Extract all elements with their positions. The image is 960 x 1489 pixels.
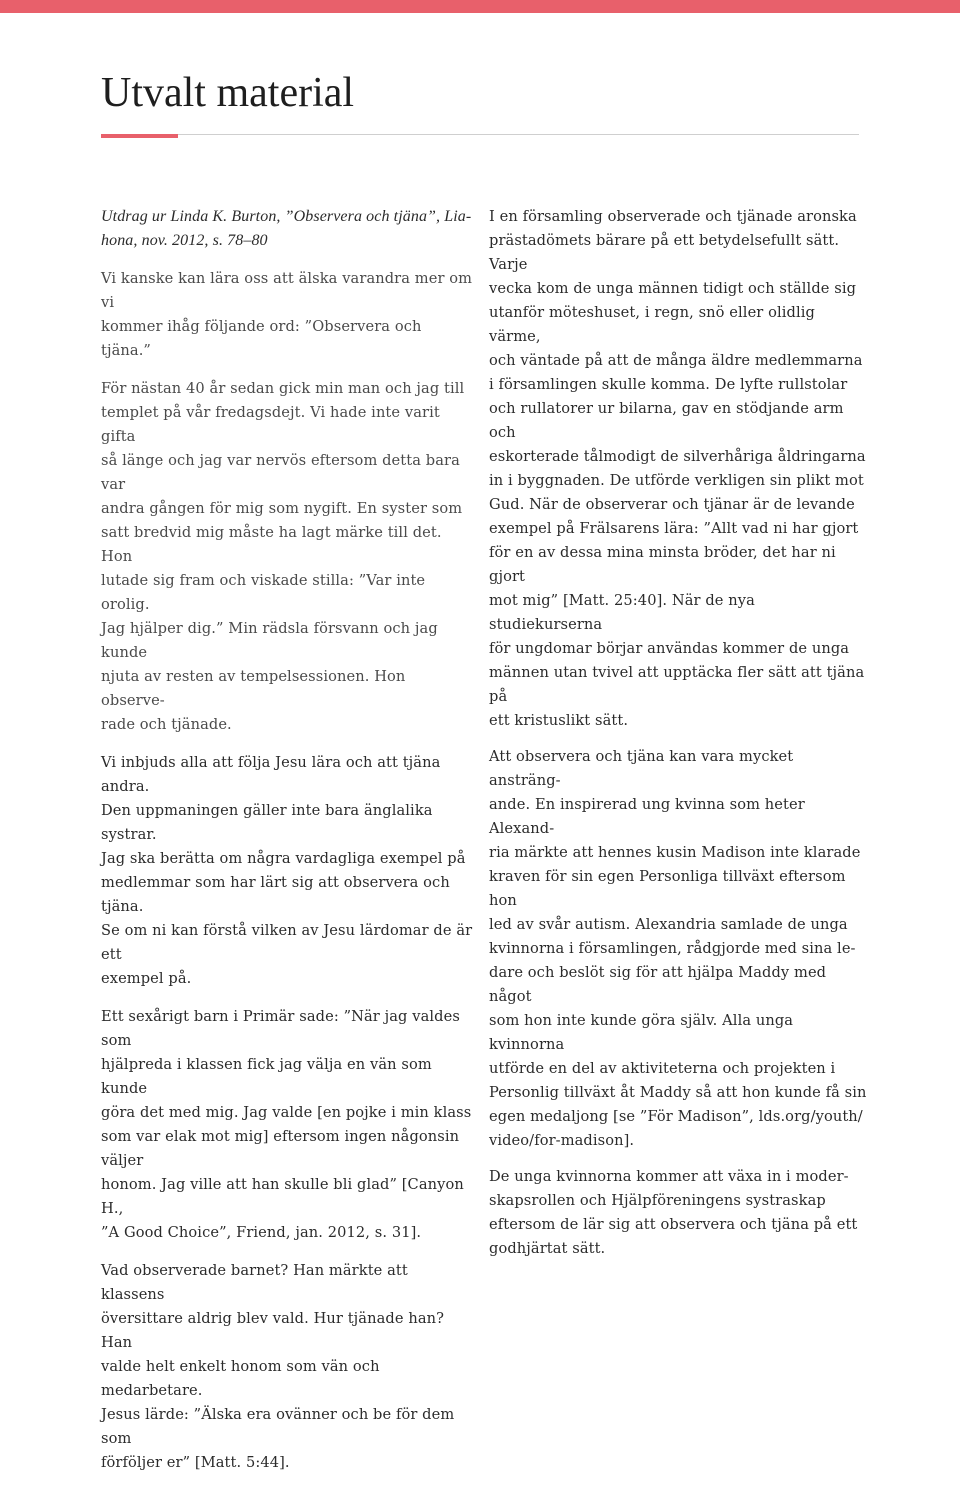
right-column: [489, 205, 869, 1273]
paragraph: Vi kanske kan lära oss att älska varandra mer om vi kommer ihåg följande ord: ”Observera och tjäna.”: [101, 270, 473, 359]
title-divider-accent: [101, 134, 178, 138]
source-citation: Utdrag ur Linda K. Burton, ”Observera och tjäna”, Lia- hona, nov. 2012, s. 78–80: [101, 208, 472, 249]
left-column: [101, 205, 473, 1489]
paragraph: De unga kvinnorna kommer att växa in i moder- skapsrollen och Hjälpföreningens systraskap eftersom de lär sig att observera och tjäna på ett godhjärtat sätt.: [489, 1168, 858, 1257]
title-divider: [101, 134, 859, 135]
paragraph: Vi inbjuds alla att följa Jesu lära och att tjäna andra. Den uppmaningen gäller inte bara änglalika systrar. Jag ska berätta om några vardagliga exempel på medlemmar som har lärt sig att observera och tjäna. Se om ni kan förstå vilken av Jesu lärdomar de är ett exempel på.: [101, 754, 473, 987]
paragraph: Ett sexårigt barn i Primär sade: ”När jag valdes som hjälpreda i klassen fick jag välja en vän som kunde göra det med mig. Jag valde [en pojke i min klass som var elak mot mig] eftersom ingen någonsin väljer honom. Jag ville att han skulle bli glad” [Canyon H., ”A Good Choice”, Friend, jan. 2012, s. 31].: [101, 1008, 472, 1241]
top-accent-bar: [0, 0, 960, 13]
paragraph: I en församling observerade och tjänade aronska prästadömets bärare på ett betydelsefullt sätt. Varje vecka kom de unga männen tidigt och ställde sig utanför möteshuset, i regn, snö eller olidlig värme, och väntade på att de många äldre medlemmarna i församlingen skulle komma. De lyfte rullstolar och rullatorer ur bilarna, gav en stödjande arm och eskorterade tålmodigt de silverhåriga åldringarna in i byggnaden. De utförde verkligen sin plikt mot Gud. När de observerar och tjänar är de levande exempel på Frälsarens lära: ”Allt vad ni har gjort för en av dessa mina minsta bröder, det har ni gjort mot mig” [Matt. 25:40]. När de nya studiekurserna för ungdomar börjar användas kommer de unga männen utan tvivel att upptäcka fler sätt att tjäna på ett kristuslikt sätt.: [489, 208, 866, 729]
paragraph: Att observera och tjäna kan vara mycket ansträng- ande. En inspirerad ung kvinna som heter Alexand- ria märkte att hennes kusin Madison inte klarade kraven för sin egen Personliga tillväxt eftersom hon led av svår autism. Alexandria samlade de unga kvinnorna i församlingen, rådgjorde med sina le- dare och beslöt sig för att hjälpa Maddy med något som hon inte kunde göra själv. Alla unga kvinnorna utförde en del av aktiviteterna och projekten i Personlig tillväxt åt Maddy så att hon kunde få sin egen medaljong [se ”För Madison”, lds.org/youth/ video/for-madison].: [489, 748, 867, 1149]
paragraph: Vad observerade barnet? Han märkte att klassens översittare aldrig blev vald. Hur tjänade han? Han valde helt enkelt honom som vän och medarbetare. Jesus lärde: ”Älska era ovänner och be för dem som förföljer er” [Matt. 5:44].: [101, 1262, 455, 1471]
paragraph: För nästan 40 år sedan gick min man och jag till templet på vår fredagsdejt. Vi hade inte varit gifta så länge och jag var nervös eftersom detta bara var andra gången för mig som nygift. En syster som satt bredvid mig måste ha lagt märke till det. Hon lutade sig fram och viskade stilla: ”Var inte orolig. Jag hjälper dig.” Min rädsla försvann och jag kunde njuta av resten av tempelsessionen. Hon observe- rade och tjänade.: [101, 380, 465, 733]
page-title: Utvalt material: [101, 70, 355, 116]
